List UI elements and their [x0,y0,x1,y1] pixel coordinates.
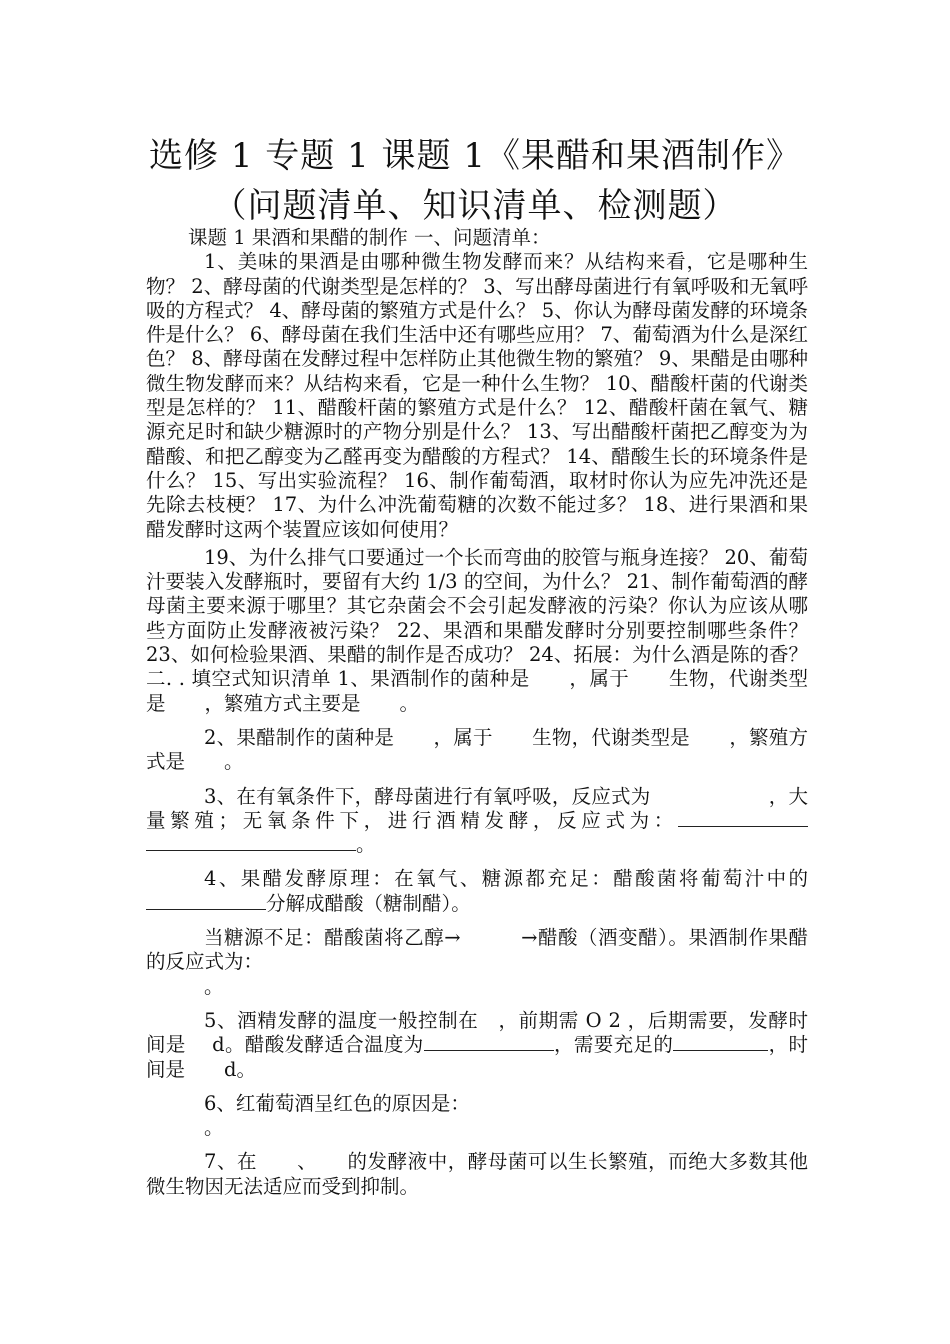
answer-blank [424,1034,554,1051]
question-list-part2: 19、为什么排气口要通过一个长而弯曲的胶管与瓶身连接？ 20、葡萄汁要装入发酵瓶时，要留有大约 1/3 的空间，为什么？ 21、制作葡萄酒的酵母菌主要来源于哪里？其它杂菌会不会引起发酵液的污染？你认为应该从哪些方面防止发酵液被污染？ 22、果酒和果醋发酵时分别要控制哪些条件？ 23、如何检验果酒、果醋的制作是否成功？ 24、拓展：为什么酒是陈的香？ 二. . 填空式知识清单 1、果酒制作的菌种是 ，属于 生物，代谢类型是 ，繁殖方式主要是 。 [146,545,808,715]
fill-item-4-sugar-shortage [146,926,808,999]
answer-blank [146,834,356,851]
fill-item-4-text: 4、果醋发酵原理：在氧气、糖源都充足：醋酸菌将葡萄汁中的 [204,867,808,891]
question-list-part1: 1、美味的果酒是由哪种微生物发酵而来？从结构来看，它是哪种生物？ 2、酵母菌的代谢类型是怎样的？ 3、写出酵母菌进行有氧呼吸和无氧呼吸的方程式？ 4、酵母菌的繁殖方式是什么？ 5、你认为酵母菌发酵的环境条件是什么？ 6、酵母菌在我们生活中还有哪些应用？ 7、葡萄酒为什么是深红色？ 8、酵母菌在发酵过程中怎样防止其他微生物的繁殖？ 9、果醋是由哪种微生物发酵而来？从结构来看，它是一种什么生物？ 10、醋酸杆菌的代谢类型是怎样的？ 11、醋酸杆菌的繁殖方式是什么？ 12、醋酸杆菌在氧气、糖源充足时和缺少糖源时的产物分别是什么？ 13、写出醋酸杆菌把乙醇变为为醋酸、和把乙醇变为乙醛再变为醋酸的方程式？ 14、醋酸生长的环境条件是什么？ 15、写出实验流程？ 16、制作葡萄酒，取材时你认为应先冲洗还是先除去枝梗？ 17、为什么冲洗葡萄糖的次数不能过多？ 18、进行果酒和果醋发酵时这两个装置应该如何使用？ [146,250,808,541]
fill-item-4-end: 分解成醋酸（糖制醋）。 [266,891,471,915]
fill-item-5 [146,1009,808,1082]
fill-item-6-text: 6、红葡萄酒呈红色的原因是： [204,1091,470,1115]
answer-blank [678,810,808,827]
fill-item-3 [146,785,808,858]
fill-item-5-text: 5、酒精发酵的温度一般控制在 ，前期需 O 2 ，后期需要，发酵时间是 d。醋酸发酵适合温度为 [146,1008,808,1057]
answer-blank [673,1034,768,1051]
fill-item-5-end: ，时间是 d。 [146,1033,808,1081]
document-body [146,226,808,1199]
fill-item-5-mid: ，需要充足的 [553,1033,674,1057]
fill-item-4b-end: 。 [204,974,224,998]
fill-item-6 [146,1092,808,1141]
document-title: 选修 1 专题 1 课题 1《果醋和果酒制作》 [149,136,801,176]
document-subtitle: （问题清单、知识清单、检测题） [212,186,738,226]
section-heading-questions: 课题 1 果酒和果醋的制作 一、问题清单： [188,226,551,249]
answer-blank [146,893,266,910]
fill-item-3-text: 3、在有氧条件下，酵母菌进行有氧呼吸，反应式为 ，大量繁殖；无氧条件下，进行酒精发酵，反应式为： [146,784,808,832]
fill-item-7: 7、在 、 的发酵液中，酵母菌可以生长繁殖，而绝大多数其他微生物因无法适应而受到抑制。 [146,1150,808,1198]
fill-item-4 [146,867,808,916]
fill-item-2: 2、果醋制作的菌种是 ，属于 生物，代谢类型是 ，繁殖方式是 。 [146,725,808,774]
fill-item-4b-text: 当糖源不足：醋酸菌将乙醇→ →醋酸（酒变醋）。果酒制作果醋的反应式为： [146,926,808,974]
fill-item-6-end: 。 [204,1116,224,1140]
fill-item-3-end: 。 [356,833,376,857]
